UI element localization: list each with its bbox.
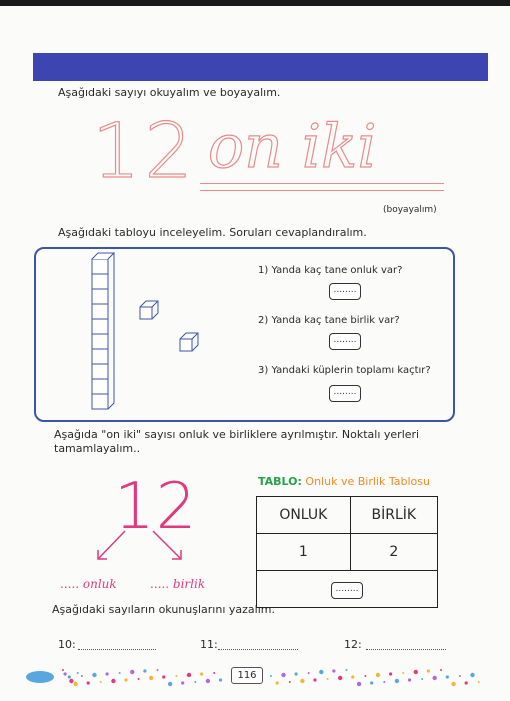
rod-unit [92,289,108,304]
star-dot [175,675,177,677]
star-dot [100,681,102,683]
star-dot [149,676,153,680]
write-line-11[interactable] [218,649,298,650]
question-3: 3) Yandaki küplerin toplamı kaçtır? [258,365,431,376]
instruction-table: Aşağıdaki tabloyu inceleyelim. Soruları cevaplandıralım. [58,226,367,239]
write-line-10[interactable] [78,649,156,650]
star-dot [194,681,196,683]
rod-unit [92,394,108,409]
star-dot [68,675,71,678]
star-dot [346,669,348,671]
rod-top [92,253,114,259]
star-dot [459,675,461,677]
star-dot [300,679,304,683]
cell-birlik: 2 [350,534,437,571]
star-dot [124,678,127,681]
instruction-write: Aşağıdaki sayıların okunuşlarını yazalım. [52,603,275,616]
star-dot [200,672,203,675]
answer-box-1[interactable]: ........ [329,283,361,300]
write-label-10: 10: [58,638,76,651]
total-cell [257,571,438,608]
star-dot [270,675,272,677]
star-dot [357,682,361,686]
rod-unit [92,364,108,379]
star-dot [157,669,159,671]
total-answer-box[interactable]: ........ [331,582,363,599]
star-dot [332,669,335,672]
star-dot [433,676,437,680]
star-dot [451,682,455,686]
star-dot [402,672,404,674]
star-dot [62,669,64,671]
header-birlik: BİRLİK [350,497,437,534]
table-title-prefix: TABLO: [258,475,302,488]
star-dot [327,678,329,680]
star-dot [308,672,310,674]
star-dot [427,669,430,672]
star-dot [130,670,134,674]
star-dot [81,675,83,677]
star-dot [395,679,399,683]
star-dot [69,679,73,683]
rod-unit [92,379,108,394]
color-note: (boyayalım) [383,205,437,215]
star-dot [162,675,165,678]
star-dot [87,681,90,684]
star-dot [77,672,79,674]
star-dot [111,679,115,683]
star-dot [219,678,222,681]
star-dot [470,673,474,677]
instruction-read-color: Aşağıdaki sayıyı okuyalım ve boyayalım. [58,86,281,99]
star-dot [92,673,96,677]
star-dot [281,673,285,677]
star-dot [338,676,342,680]
answer-box-3[interactable]: ........ [329,385,361,402]
star-dot [465,681,468,684]
header-band [33,53,488,81]
boat-icon [26,671,54,683]
top-edge-bar [0,0,510,6]
rod-unit [92,274,108,289]
star-dot [370,681,373,684]
star-dot [389,672,392,675]
instruction-split: Aşağıda "on iki" sayısı onluk ve birliklere ayrılmıştır. Noktalı yerleri tamamlayalım.. [54,428,420,455]
star-dot [73,682,77,686]
write-label-11: 11: [200,638,218,651]
writing-line [200,183,444,184]
star-dot [414,670,418,674]
star-dot [64,672,67,675]
write-label-12: 12: [344,638,362,651]
star-dot [313,678,316,681]
star-dot [138,678,140,680]
star-dot [351,675,354,678]
write-line-12[interactable] [366,649,446,650]
star-dot [187,673,191,677]
star-dot [206,679,210,683]
star-dot [478,681,480,683]
unit-cube [180,339,192,351]
star-dot [295,672,298,675]
page-number: 116 [231,667,263,684]
star-dot [421,678,423,680]
question-1: 1) Yanda kaç tane onluk var? [258,265,403,276]
star-dot [168,682,172,686]
split-arrows [90,528,200,568]
star-dot [143,669,146,672]
rod-unit [92,334,108,349]
star-dot [376,673,380,677]
star-dot [408,678,411,681]
rod-side [108,253,114,409]
star-dot [181,681,184,684]
star-dot [106,672,109,675]
star-dot [383,681,385,683]
cubes-question-panel [34,247,455,422]
question-2: 2) Yanda kaç tane birlik var? [258,315,400,326]
rod-unit [92,259,108,274]
star-dot [276,681,279,684]
split-number: 12 [114,470,198,544]
table-title-text: Onluk ve Birlik Tablosu [305,475,430,488]
star-dot [440,669,442,671]
outline-number-12: 12 [92,106,197,195]
onluk-blank[interactable]: ..... onluk [60,577,117,591]
onluk-birlik-table [256,496,438,608]
header-onluk: ONLUK [257,497,351,534]
star-dot [364,675,366,677]
rod-unit [92,349,108,364]
star-dot [289,681,291,683]
star-dot [319,670,323,674]
birlik-blank[interactable]: ..... birlik [150,577,206,591]
rod-unit [92,319,108,334]
rod-unit [92,304,108,319]
answer-box-2[interactable]: ........ [329,333,361,350]
cell-onluk: 1 [257,534,351,571]
star-dot [119,672,121,674]
writing-line [200,190,444,191]
cursive-number-words: on iki [208,112,377,182]
table-title [258,475,430,488]
star-dot [446,675,449,678]
star-dot [213,672,215,674]
unit-cube [140,307,152,319]
